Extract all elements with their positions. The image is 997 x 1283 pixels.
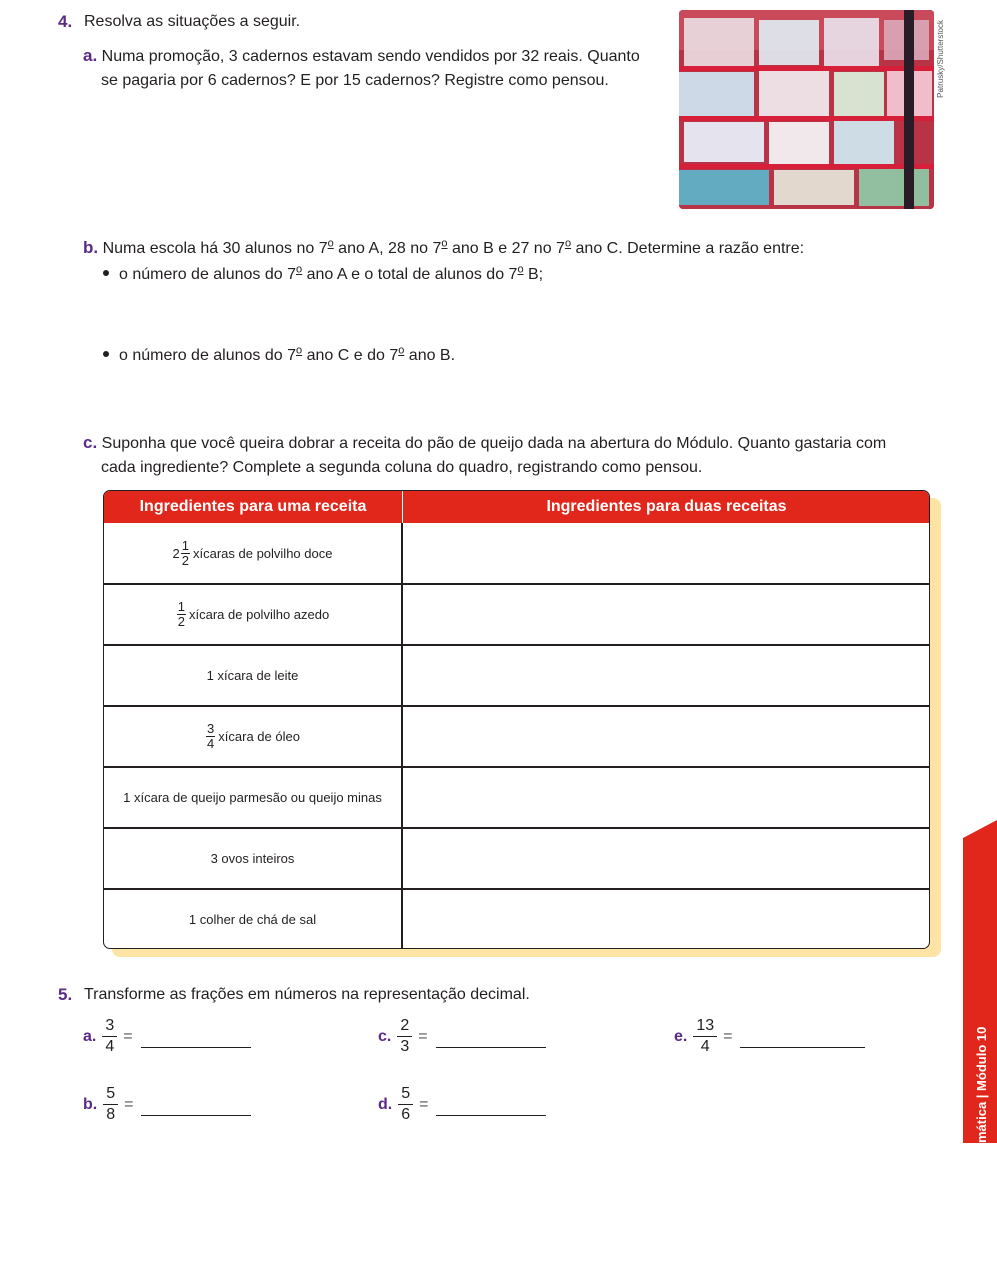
ingredient-text: 1 colher de chá de sal [188, 911, 317, 927]
question-4a-line2: se pagaria por 6 cadernos? E por 15 cadernos? Registre como pensou. [101, 72, 609, 89]
equals-sign: = [418, 1027, 428, 1045]
mixed-whole: 2 [172, 545, 180, 561]
exercise-item-d [378, 1084, 546, 1125]
fraction-denominator: 2 [181, 552, 189, 568]
item-letter: c. [378, 1027, 392, 1045]
equals-sign: = [124, 1095, 134, 1113]
table-row [104, 889, 401, 949]
question-4b-text-1: Numa escola há 30 alunos no 7 [102, 240, 328, 257]
fraction-numerator: 5 [103, 1084, 118, 1105]
fraction-denominator: 4 [700, 1038, 710, 1055]
fraction-denominator: 8 [106, 1106, 116, 1123]
question-4c-line2: cada ingrediente? Complete a segunda coluna do quadro, registrando como pensou. [101, 459, 703, 476]
table-header-col1: Ingredientes para uma receita [139, 498, 367, 515]
table-header-col2: Ingredientes para duas receitas [402, 491, 930, 523]
photo-credit [936, 20, 948, 120]
bullet-2-text-1: o número de alunos do 7 [119, 347, 297, 364]
question-4b-text-3: ano B e 27 no 7 [447, 240, 565, 257]
fraction-denominator: 2 [177, 613, 186, 629]
ingredient-text: xícaras de polvilho doce [192, 545, 333, 561]
bullet-item-2 [103, 344, 455, 368]
ingredients-table [103, 490, 930, 949]
question-4a [83, 44, 663, 93]
exercise-item-a [83, 1016, 251, 1057]
question-5-number: 5. [58, 985, 73, 1004]
ordinal-mark: o [398, 344, 405, 357]
fraction-denominator: 4 [105, 1038, 115, 1055]
question-4b [83, 236, 963, 261]
answer-blank[interactable] [436, 1029, 546, 1048]
fraction [206, 722, 215, 751]
photo-credit-text: Patrusky/Shutterstock [936, 20, 945, 98]
notebooks-shelf-image [679, 10, 934, 209]
ingredient-text: xícara de polvilho azedo [189, 606, 330, 622]
fraction [398, 1084, 413, 1125]
item-letter: e. [674, 1027, 688, 1045]
exercise-item-e [674, 1016, 865, 1057]
answer-blank[interactable] [141, 1029, 251, 1048]
bullet-icon [103, 270, 109, 276]
bullet-icon [103, 351, 109, 357]
bullet-1-text-3: B; [523, 266, 544, 283]
question-5-intro: Transforme as frações em números na representação decimal. [84, 986, 530, 1003]
table-row [104, 584, 401, 644]
table-row [104, 645, 401, 705]
table-column-divider [401, 523, 403, 949]
exercise-item-b [83, 1084, 251, 1125]
fraction [177, 600, 186, 629]
table-row [104, 767, 401, 827]
fraction-numerator: 3 [102, 1016, 117, 1037]
item-letter: a. [83, 1027, 97, 1045]
notebooks-photo [679, 10, 934, 209]
item-letter-b: b. [83, 238, 99, 257]
item-letter-a: a. [83, 46, 98, 65]
answer-blank[interactable] [436, 1097, 546, 1116]
table-row [104, 523, 401, 583]
answer-blank[interactable] [740, 1029, 865, 1048]
ordinal-mark: o [517, 263, 524, 276]
equals-sign: = [723, 1027, 733, 1045]
item-letter: d. [378, 1095, 393, 1113]
ordinal-mark: o [296, 263, 303, 276]
ordinal-mark: o [441, 237, 448, 250]
ordinal-mark: o [327, 237, 334, 250]
fraction [102, 1016, 117, 1057]
table-row [104, 706, 401, 766]
fraction-denominator: 4 [207, 735, 215, 751]
fraction [103, 1084, 118, 1125]
fraction-numerator: 13 [693, 1016, 717, 1037]
item-letter: b. [83, 1095, 98, 1113]
question-4c [83, 431, 963, 480]
fraction [693, 1016, 717, 1057]
ingredient-text: 1 xícara de queijo parmesão ou queijo minas [123, 789, 382, 805]
side-section-text: mática | Módulo 10 [974, 1026, 989, 1143]
ingredient-text: 3 ovos inteiros [210, 850, 295, 866]
ordinal-mark: o [564, 237, 572, 250]
question-4a-line1: Numa promoção, 3 cadernos estavam sendo vendidos por 32 reais. Quanto [101, 48, 640, 65]
fraction [181, 539, 190, 568]
item-letter-c: c. [83, 433, 98, 452]
ingredient-text: 1 xícara de leite [206, 667, 299, 683]
fraction-denominator: 3 [400, 1038, 410, 1055]
ordinal-mark: o [296, 344, 303, 357]
bullet-2-text-3: ano B. [404, 347, 456, 364]
bullet-1-text-1: o número de alunos do 7 [119, 266, 297, 283]
fraction-numerator: 1 [181, 537, 189, 553]
question-4-intro: Resolva as situações a seguir. [84, 13, 301, 30]
question-4b-text-2: ano A, 28 no 7 [333, 240, 442, 257]
equals-sign: = [419, 1095, 429, 1113]
answer-blank[interactable] [141, 1097, 251, 1116]
question-4-number: 4. [58, 12, 73, 31]
exercise-item-c [378, 1016, 546, 1057]
table-header [104, 491, 929, 523]
equals-sign: = [123, 1027, 133, 1045]
bullet-item-1 [103, 263, 543, 287]
side-section-label [968, 1026, 997, 1283]
question-4b-text-4: ano C. Determine a razão entre: [571, 240, 805, 257]
fraction [397, 1016, 412, 1057]
bullet-1-text-2: ano A e o total de alunos do 7 [302, 266, 518, 283]
bullet-2-text-2: ano C e do 7 [302, 347, 399, 364]
question-4c-line1: Suponha que você queira dobrar a receita do pão de queijo dada na abertura do Módulo. Quanto gastaria com [101, 435, 887, 452]
table-row [104, 828, 401, 888]
fraction-numerator: 3 [207, 720, 215, 736]
fraction-numerator: 5 [398, 1084, 413, 1105]
fraction-numerator: 2 [397, 1016, 412, 1037]
fraction-denominator: 6 [401, 1106, 411, 1123]
fraction-numerator: 1 [177, 598, 186, 614]
ingredient-text: xícara de óleo [218, 728, 300, 744]
